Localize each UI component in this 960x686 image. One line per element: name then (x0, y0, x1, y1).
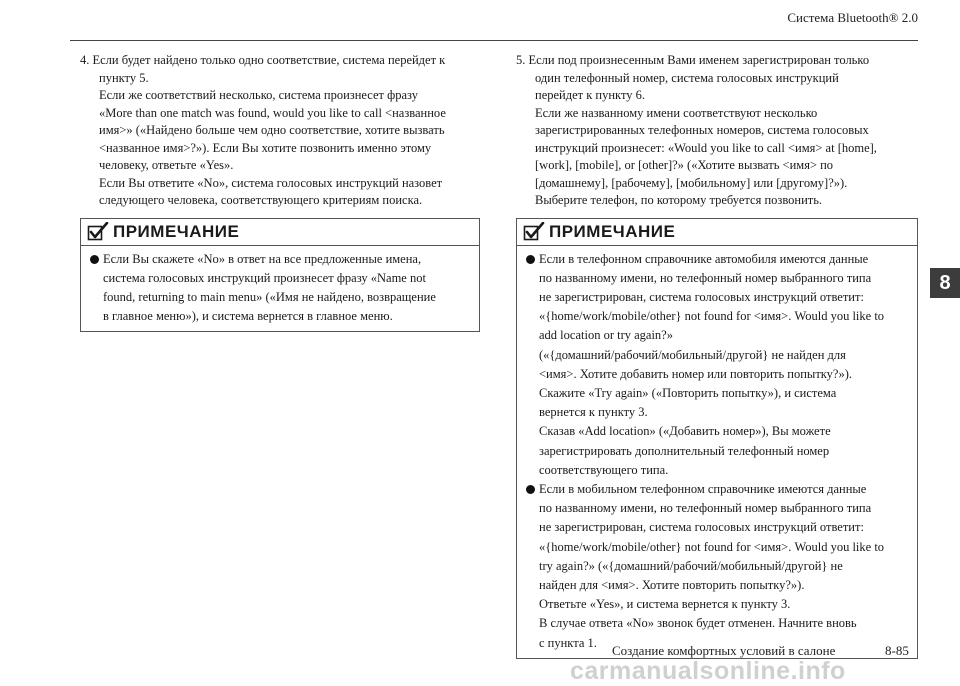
page-number: 8-85 (885, 643, 909, 658)
note-line: не зарегистрирован, система голосовых инструкций ответит: (539, 520, 864, 535)
note-bullet (525, 480, 909, 653)
note-line: система голосовых инструкций произнесет фразу «Name not (103, 270, 426, 285)
step-5-line: перейдет к пункту 6. (535, 88, 646, 102)
step-4-line: «More than one match was found, would you like to call <названное (99, 105, 446, 120)
note-line: по названному имени, но телефонный номер выбранного типа (539, 501, 872, 516)
note-line: «{home/work/mobile/other} not found for <имя>. Would you like to (539, 309, 885, 324)
note-line: зарегистрировать дополнительный телефонный номер (539, 443, 830, 458)
step-number: 4. (80, 53, 90, 67)
step-4-line: Если же соответствий несколько, система произнесет фразу (99, 88, 418, 102)
note-line: по названному имени, но телефонный номер выбранного типа (539, 270, 872, 285)
footer-section-title: Создание комфортных условий в салоне (612, 643, 836, 658)
note-line: try again?» («{домашний/рабочий/мобильный/другой} не (539, 558, 843, 573)
note-line: с пункта 1. (539, 635, 597, 650)
note-bullet (89, 250, 471, 327)
note-line: <имя>. Хотите добавить номер или повторить попытку?»). (539, 366, 853, 381)
note-check-icon (87, 222, 109, 242)
note-header (517, 219, 917, 246)
step-4 (80, 52, 480, 210)
header-divider (70, 40, 918, 41)
note-line: Если Вы скажете «No» в ответ на все предложенные имена, (103, 251, 422, 266)
step-5 (516, 52, 918, 210)
note-line: вернется к пункту 3. (539, 405, 648, 420)
note-title: ПРИМЕЧАНИЕ (549, 221, 676, 241)
note-line: не зарегистрирован, система голосовых инструкций ответит: (539, 289, 864, 304)
note-line: найден для <имя>. Хотите повторить попытку?»). (539, 577, 805, 592)
note-line: («{домашний/рабочий/мобильный/другой} не найден для (539, 347, 846, 362)
step-4-line: человеку, ответьте «Yes». (99, 158, 234, 172)
note-line: соответствующего типа. (539, 462, 669, 477)
note-line: Сказав «Add location» («Добавить номер»), Вы можете (539, 424, 831, 439)
bullet-icon (89, 250, 103, 327)
step-5-line: один телефонный номер, система голосовых инструкций (535, 70, 839, 85)
note-line: В случае ответа «No» звонок будет отменен. Начните вновь (539, 616, 857, 631)
step-4-line: пункту 5. (99, 70, 149, 85)
bullet-icon (525, 480, 539, 653)
step-5-line: 5. Если под произнесенным Вами именем зарегистрирован только (516, 53, 870, 67)
note-bullet (525, 250, 909, 480)
note-line: Если в мобильном телефонном справочнике имеются данные (539, 481, 867, 496)
step-5-line: зарегистрированных телефонных номеров, система голосовых (535, 123, 869, 137)
step-4-line: следующего человека, соответствующего критериям поиска. (99, 193, 423, 207)
step-4-line: <названное имя>?»). Если Вы хотите позвонить именно этому (99, 140, 432, 155)
note-header (81, 219, 479, 246)
note-box-left (80, 218, 480, 333)
watermark: carmanualsonline.info (570, 657, 846, 685)
step-5-line: Если же названному имени соответствуют несколько (535, 105, 818, 120)
step-5-line: Выберите телефон, по которому требуется позвонить. (535, 193, 823, 207)
note-box-right (516, 218, 918, 659)
chapter-tab[interactable]: 8 (930, 268, 960, 298)
step-4-line: 4. Если будет найдено только одно соответствие, система перейдет к (80, 53, 446, 67)
step-5-line: [домашнему], [рабочему], [мобильному] или [другому]?»). (535, 175, 848, 190)
step-4-line: имя>» («Найдено больше чем одно соответствие, хотите вызвать (99, 123, 445, 137)
right-column (516, 52, 918, 659)
note-check-icon (523, 222, 545, 242)
note-line: в главное меню»), и система вернется в главное меню. (103, 309, 393, 324)
note-body (81, 246, 479, 332)
note-line: Если в телефонном справочнике автомобиля имеются данные (539, 251, 869, 266)
step-5-line: инструкций произнесет: «Would you like to call <имя> at [home], (535, 140, 877, 155)
left-column (80, 52, 480, 332)
note-line: Ответьте «Yes», и система вернется к пункту 3. (539, 597, 791, 612)
step-4-line: Если Вы ответите «No», система голосовых инструкций назовет (99, 175, 443, 190)
note-line: found, returning to main menu» («Имя не найдено, возвращение (103, 289, 436, 304)
note-line: «{home/work/mobile/other} not found for <имя>. Would you like to (539, 539, 885, 554)
step-number: 5. (516, 53, 526, 67)
page-header-title: Система Bluetooth® 2.0 (787, 10, 918, 25)
note-title: ПРИМЕЧАНИЕ (113, 221, 240, 241)
note-body (517, 246, 917, 658)
step-5-line: [work], [mobile], or [other]?» («Хотите вызвать <имя> по (535, 158, 834, 172)
note-line: add location or try again?» (539, 328, 673, 343)
note-line: Скажите «Try again» («Повторить попытку»), и система (539, 385, 837, 400)
bullet-icon (525, 250, 539, 480)
